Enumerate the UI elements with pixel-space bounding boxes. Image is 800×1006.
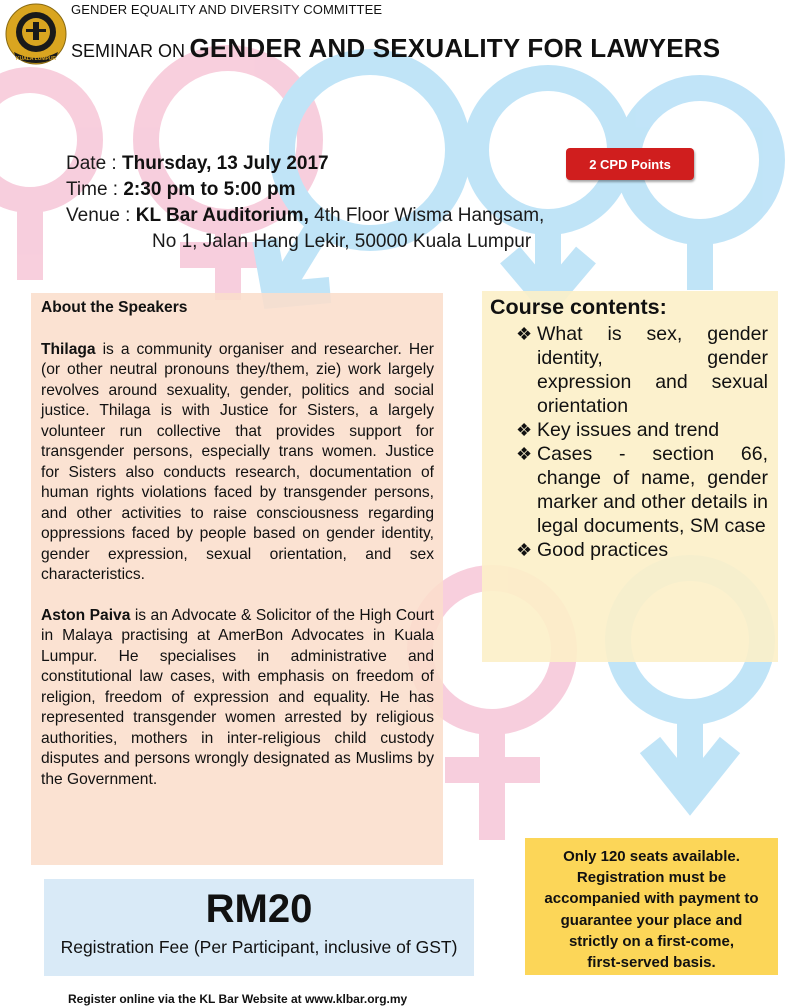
course-contents-box (482, 291, 778, 662)
speaker-2-text: is an Advocate & Solicitor of the High Court in Malaya practising at AmerBon Advocates in Kuala Lumpur. He specialises in administrative and constitutional law cases, with emphasis on freedom of religion, freedom of expression and equality. He has represented transgender women arrested by religious authorities, mothers in inter-religious child custody disputes and persons wrongly designated as Muslims by the Government. (41, 606, 434, 788)
course-item: ❖ Key issues and trend (516, 419, 720, 441)
course-heading: Course contents: (490, 295, 667, 319)
venue-row (66, 203, 544, 229)
seminar-title (71, 33, 720, 64)
committee-name: GENDER EQUALITY AND DIVERSITY COMMITTEE (71, 2, 383, 17)
kl-bar-logo (4, 2, 68, 66)
time-value: 2:30 pm to 5:00 pm (123, 179, 296, 200)
course-item: ❖ Cases - section 66, change of name, gender marker and other details in legal documents, SM case (516, 443, 768, 537)
time-row (66, 177, 544, 203)
cpd-points-badge: 2 CPD Points (566, 148, 694, 180)
event-details (66, 151, 544, 255)
date-value: Thursday, 13 July 2017 (121, 153, 329, 174)
registration-fee-box (44, 879, 474, 976)
speakers-box (31, 293, 443, 865)
seats-line: accompanied with payment to (544, 890, 759, 908)
time-label: Time : (66, 179, 124, 200)
date-row (66, 151, 544, 177)
venue-address-line2: No 1, Jalan Hang Lekir, 50000 Kuala Lumpur (152, 231, 532, 252)
diamond-bullet-icon: ❖ (516, 420, 533, 440)
seminar-main-title: GENDER AND SEXUALITY FOR LAWYERS (189, 33, 721, 63)
male-symbol-icon (628, 88, 772, 290)
register-online-link[interactable]: Register online via the KL Bar Website at www.klbar.org.my (68, 992, 408, 1006)
diamond-bullet-icon: ❖ (516, 324, 533, 344)
seminar-prefix: SEMINAR ON (71, 41, 186, 61)
svg-text:KUALA LUMPUR: KUALA LUMPUR (15, 56, 57, 62)
seats-notice (525, 838, 778, 975)
seats-line: guarantee your place and (560, 911, 743, 929)
venue-label: Venue : (66, 205, 136, 226)
speakers-heading: About the Speakers (41, 299, 188, 316)
speaker-2-name: Aston Paiva (41, 606, 131, 624)
diamond-bullet-icon: ❖ (516, 540, 533, 560)
date-label: Date : (66, 153, 122, 174)
venue-name: KL Bar Auditorium, (135, 205, 309, 226)
seats-line: Registration must be (576, 869, 727, 887)
speaker-1-name: Thilaga (41, 340, 96, 358)
seats-line: Only 120 seats available. (563, 848, 740, 865)
fee-amount: RM20 (205, 887, 313, 931)
course-list (490, 322, 768, 562)
speaker-1-bio (41, 340, 434, 586)
speaker-1-text: is a community organiser and researcher. Her (or other neutral pronouns they/them, zie) work largely revolves around sexuality, gender, politics and social justice. Thilaga is with Justice for Sisters, a largely volunteer run collective that provides support for transgender persons, especially trans women. Justice for Sisters also conducts research, documentation of human rights violations faced by transgender persons, and other activities to raise consciousness regarding oppressions faced by people based on gender identity, gender expression, sexual orientation, and sex characteristics. (41, 340, 434, 583)
seats-line: strictly on a first-come, (568, 932, 735, 950)
diamond-bullet-icon: ❖ (516, 444, 533, 464)
speaker-2-bio (41, 606, 434, 791)
course-item: ❖ Good practices (516, 539, 669, 561)
course-item: ❖ What is sex, gender identity, gender expression and sexual orientation (516, 323, 768, 417)
venue-address-line1: 4th Floor Wisma Hangsam, (308, 205, 545, 226)
fee-label: Registration Fee (Per Participant, inclusive of GST) (60, 937, 458, 957)
seats-line: first-served basis. (587, 954, 716, 972)
